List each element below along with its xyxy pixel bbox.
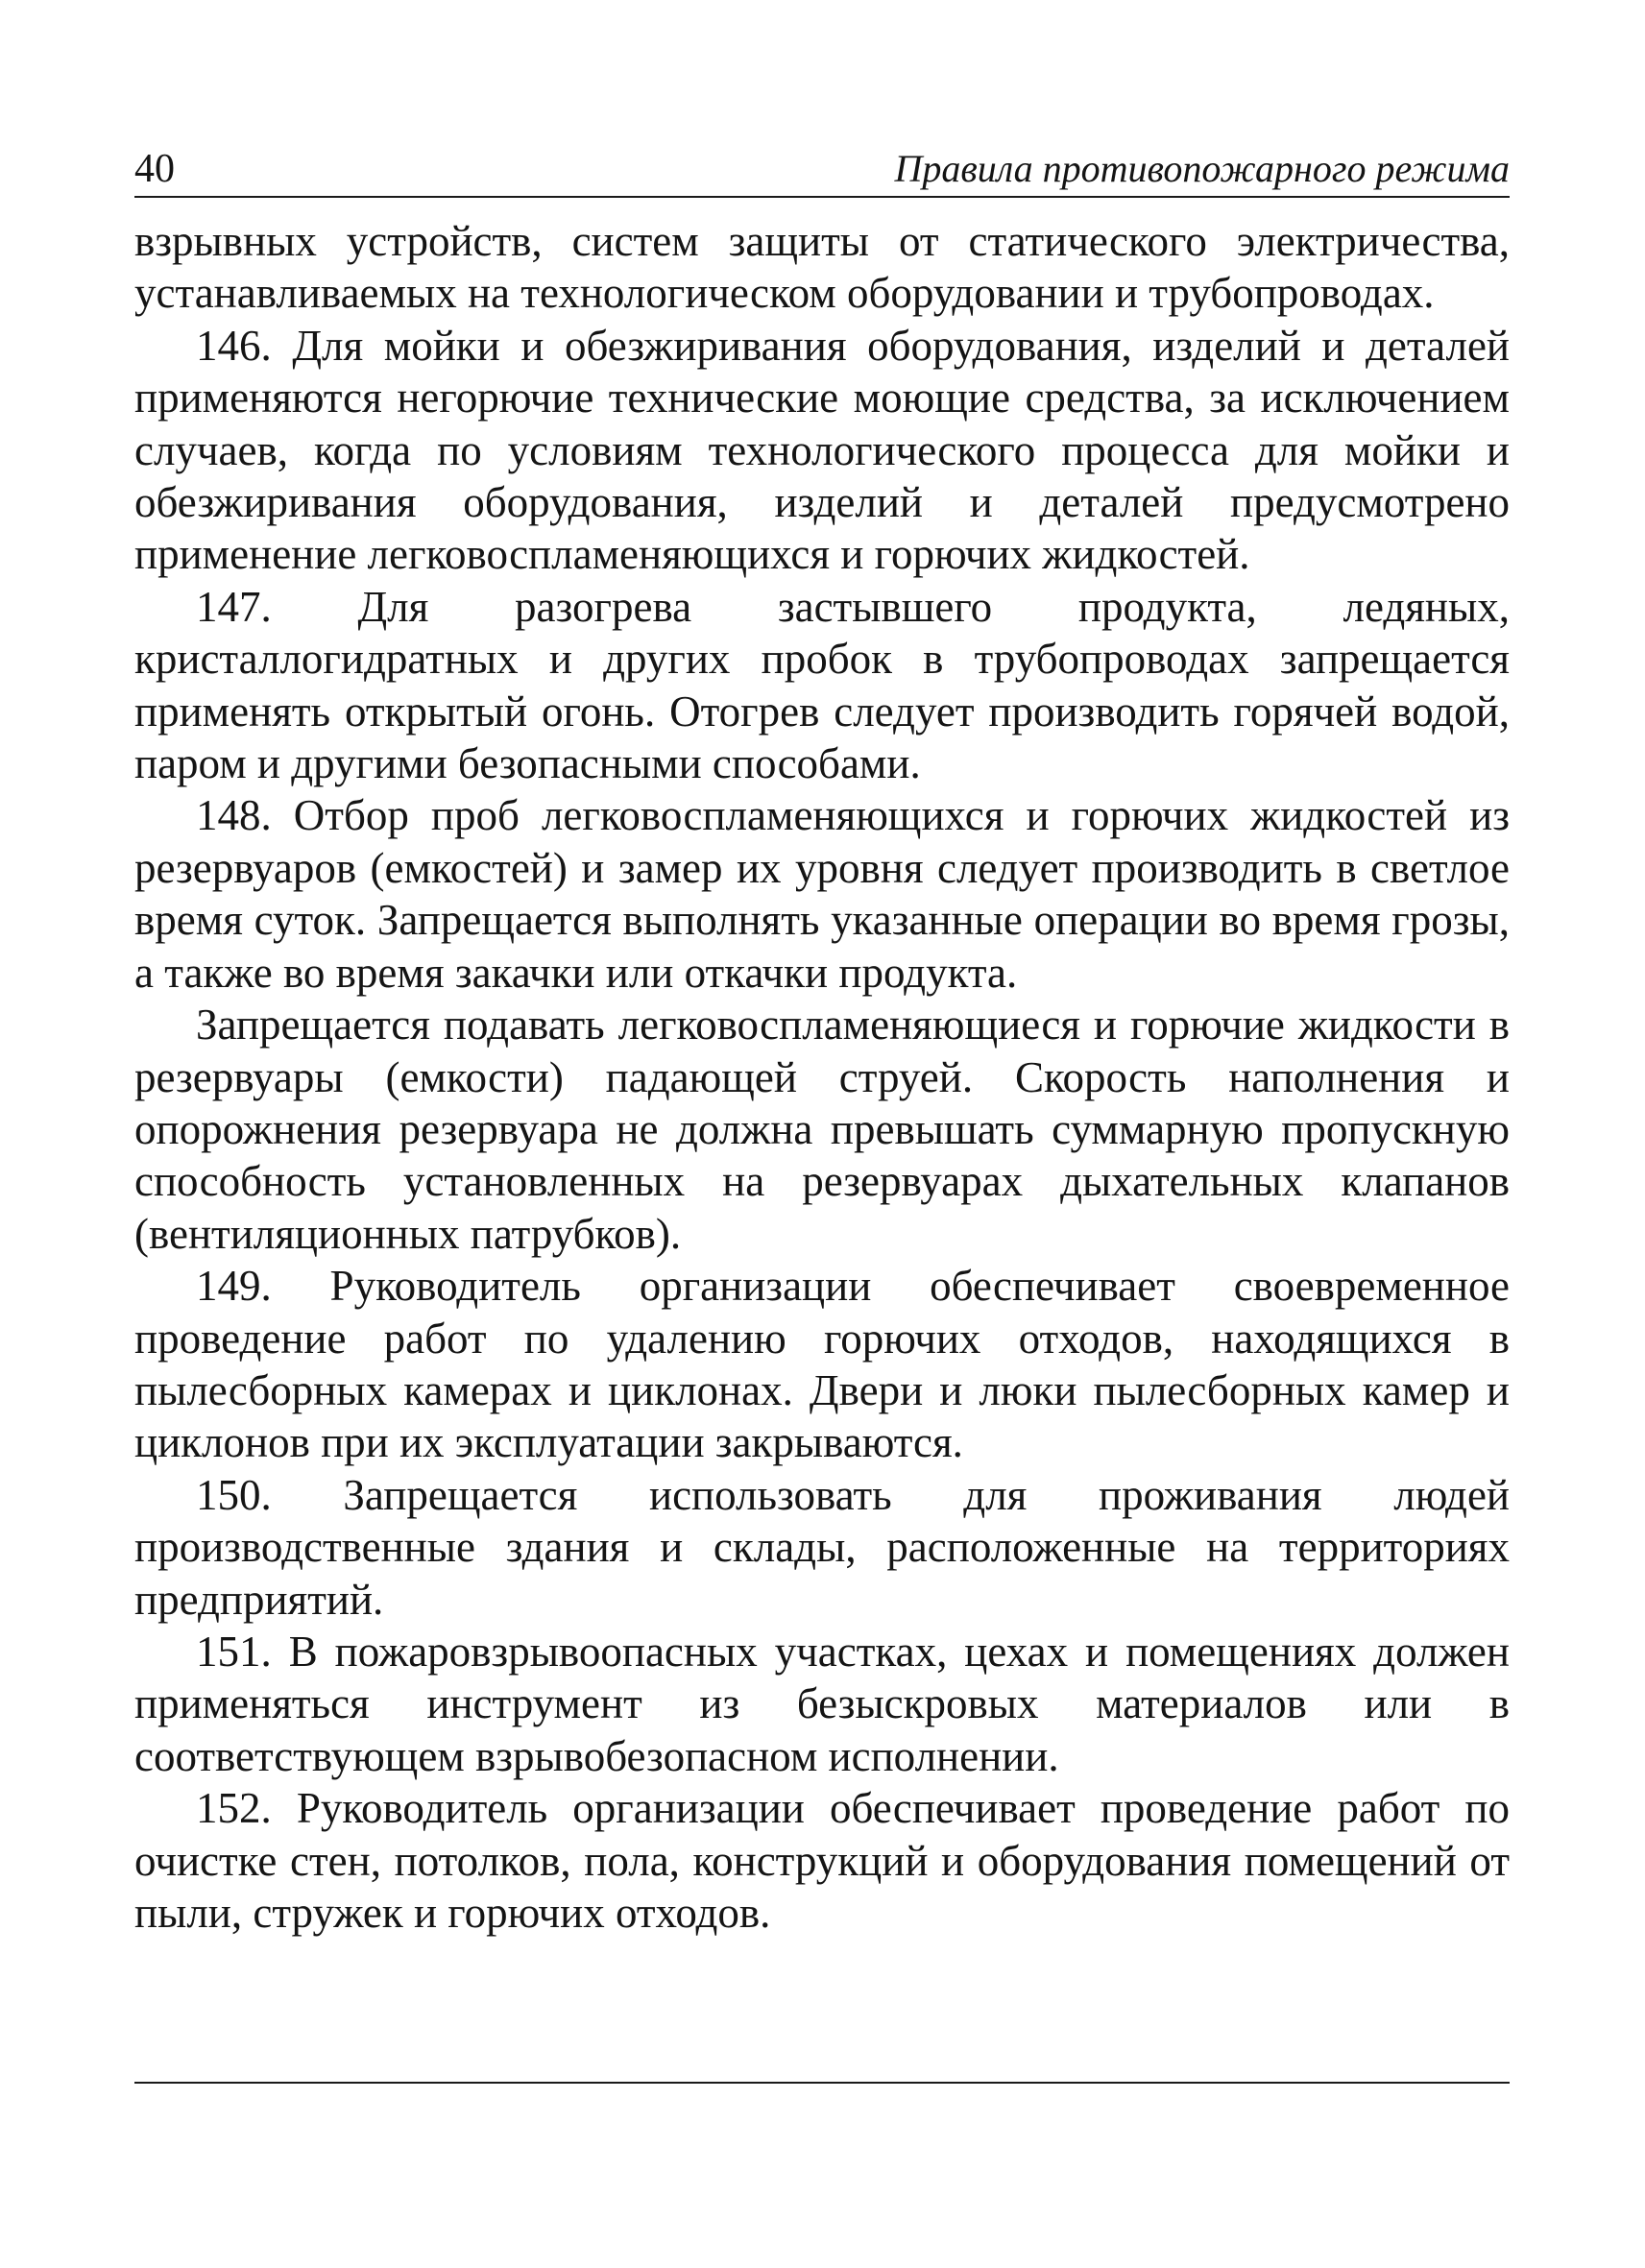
body-text [134,215,1510,1939]
page-number: 40 [134,147,175,191]
running-header-title: Правила противопожарного режима [894,147,1510,190]
paragraph-continued: взрывных устройств, систем защиты от статического электричества, устанавливаемых на технологическом оборудовании и трубопроводах. [134,217,1510,318]
paragraph-150: 150. Запрещается использовать для проживания людей производственные здания и склады, расположенные на территориях предприятий. [134,1470,1510,1624]
bottom-rule [134,2082,1510,2084]
paragraph-149: 149. Руководитель организации обеспечивает своевременное проведение работ по удалению горючих отходов, находящихся в пылесборных камерах и циклонах. Двери и люки пылесборных камер и циклонов при их эксплуатации закрываются. [134,1262,1510,1467]
paragraph-148: 148. Отбор проб легковоспламеняющихся и горючих жидкостей из резервуаров (емкостей) и замер их уровня следует производить в светлое время суток. Запрещается выполнять указанные операции во время грозы, а также во время закачки или откачки продукта. [134,791,1510,997]
paragraph-152: 152. Руководитель организации обеспечивает проведение работ по очистке стен, потолков, пола, конструкций и оборудования помещений от пыли, стружек и горючих отходов. [134,1784,1510,1937]
running-header [134,142,1510,198]
paragraph-146: 146. Для мойки и обезжиривания оборудования, изделий и деталей применяются негорючие технические моющие средства, за исключением случаев, когда по условиям технологического процесса для мойки и обезжиривания оборудования, изделий и деталей предусмотрено применение легковоспламеняющихся и горючих жидкостей. [134,321,1510,579]
paragraph-147: 147. Для разогрева застывшего продукта, ледяных, кристаллогидратных и других пробок в трубопроводах запрещается применять открытый огонь. Отогрев следует производить горячей водой, паром и другими безопасными способами. [134,582,1510,788]
paragraph-151: 151. В пожаровзрывоопасных участках, цехах и помещениях должен применяться инструмент из безыскровых материалов или в соответствующем взрывобезопасном исполнении. [134,1627,1510,1780]
paragraph-148-continued: Запрещается подавать легковоспламеняющиеся и горючие жидкости в резервуары (емкости) падающей струей. Скорость наполнения и опорожнения резервуара не должна превышать суммарную пропускную способность установленных на резервуарах дыхательных клапанов (вентиляционных патрубков). [134,1001,1510,1258]
